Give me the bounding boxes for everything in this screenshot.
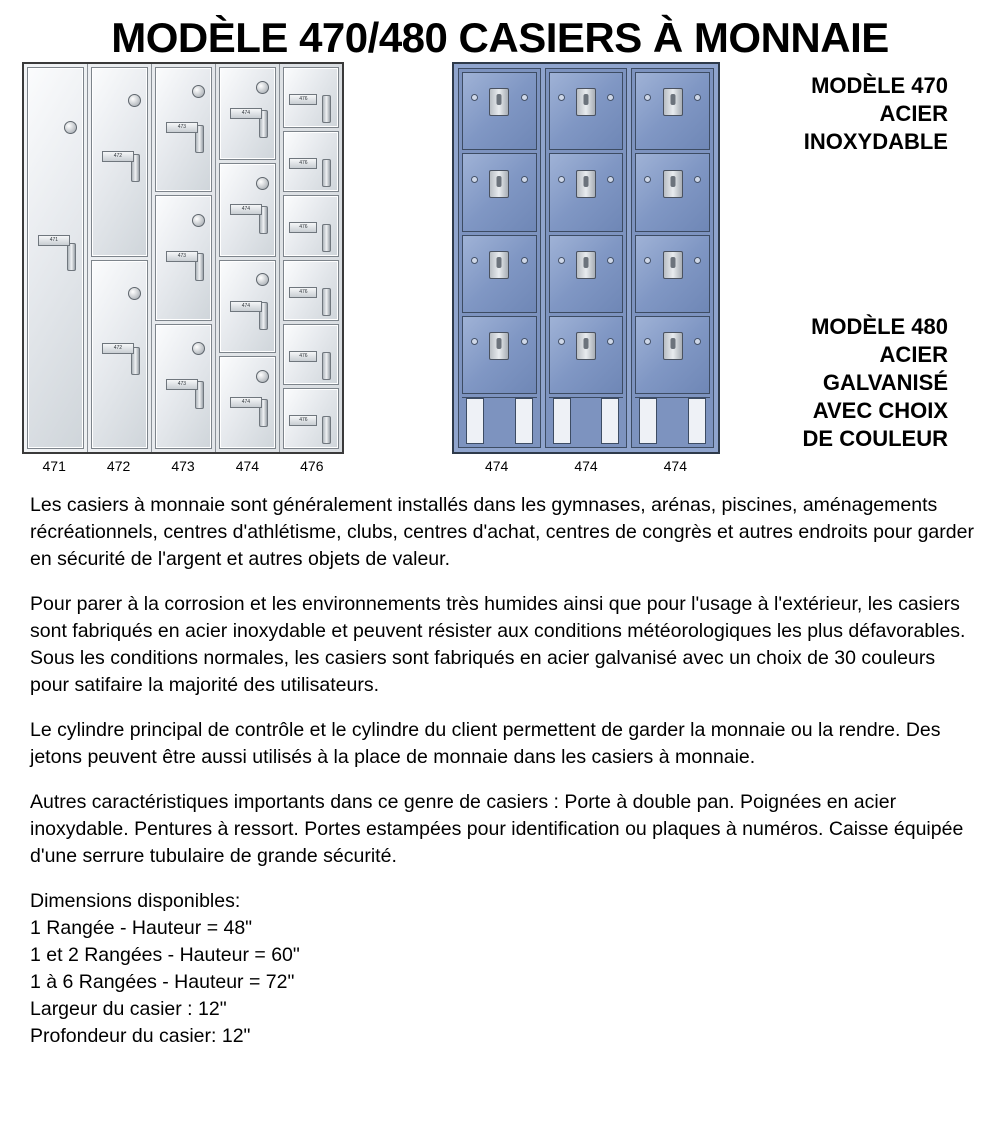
locker-bank-470-labels <box>22 458 344 478</box>
model-label: 474 <box>484 458 509 474</box>
locker-base <box>462 397 537 444</box>
locker-door <box>635 316 710 394</box>
heading-line: GALVANISÉ <box>822 370 948 395</box>
dimension-line: Profondeur du casier: 12" <box>30 1025 251 1047</box>
lock-icon <box>489 170 509 198</box>
rivet-icon <box>694 176 701 183</box>
lock-icon <box>663 332 683 360</box>
number-plate: 474 <box>230 397 262 408</box>
model-label: 473 <box>171 458 195 474</box>
paragraph-cylinders: Le cylindre principal de contrôle et le cylindre du client permettent de garder la monnaie ou la rendre. Des jetons peuvent être aussi utilisés à la place de monnaie dans les casiers à monnaie. <box>30 719 941 768</box>
leg-icon <box>639 398 657 444</box>
heading-model-480 <box>803 313 948 453</box>
locker-door <box>462 153 537 231</box>
lock-icon <box>64 121 77 134</box>
handle-icon <box>322 416 331 444</box>
lock-icon <box>663 251 683 279</box>
number-plate: 476 <box>289 158 317 169</box>
rivet-icon <box>694 338 701 345</box>
locker-door <box>155 324 212 449</box>
leg-icon <box>601 398 619 444</box>
handle-icon <box>322 288 331 316</box>
heading-model-470 <box>804 72 948 156</box>
locker-door <box>635 72 710 150</box>
handle-icon <box>322 95 331 123</box>
leg-icon <box>553 398 571 444</box>
lock-icon <box>192 214 205 227</box>
locker-base <box>549 397 624 444</box>
locker-door <box>283 131 339 192</box>
handle-icon <box>67 243 76 271</box>
rivet-icon <box>607 94 614 101</box>
heading-line: AVEC CHOIX <box>812 398 948 423</box>
rivet-icon <box>558 257 565 264</box>
heading-line: DE COULEUR <box>802 426 948 451</box>
lock-icon <box>256 370 269 383</box>
rivet-icon <box>521 257 528 264</box>
locker-column-472 <box>88 64 152 452</box>
model-label: 474 <box>574 458 598 474</box>
locker-door <box>155 67 212 192</box>
locker-door <box>462 72 537 150</box>
handle-icon <box>322 224 331 252</box>
locker-door <box>283 195 339 256</box>
locker-column-476 <box>280 64 342 452</box>
handle-icon <box>322 159 331 187</box>
rivet-icon <box>558 338 565 345</box>
lock-icon <box>256 81 269 94</box>
heading-line: MODÈLE 470 <box>811 73 948 98</box>
locker-door <box>462 316 537 394</box>
lock-icon <box>576 251 596 279</box>
locker-column-473 <box>152 64 216 452</box>
page-title: MODÈLE 470/480 CASIERS À MONNAIE <box>111 14 889 61</box>
rivet-icon <box>607 338 614 345</box>
rivet-icon <box>644 176 651 183</box>
locker-door <box>462 235 537 313</box>
number-plate: 473 <box>166 379 198 390</box>
number-plate: 474 <box>230 204 262 215</box>
rivet-icon <box>521 176 528 183</box>
locker-door <box>155 195 212 320</box>
number-plate: 476 <box>289 351 317 362</box>
dimension-line: 1 à 6 Rangées - Hauteur = 72" <box>30 971 295 993</box>
number-plate: 474 <box>230 301 262 312</box>
locker-column-474 <box>216 64 280 452</box>
locker-door <box>283 67 339 128</box>
locker-bank-470-illustration <box>22 62 344 454</box>
model-label: 474 <box>663 458 687 474</box>
dimension-line: 1 et 2 Rangées - Hauteur = 60" <box>30 944 300 966</box>
dimension-line: Largeur du casier : 12" <box>30 998 227 1020</box>
lock-icon <box>192 85 205 98</box>
rivet-icon <box>521 338 528 345</box>
dimensions-heading: Dimensions disponibles: <box>30 890 241 912</box>
locker-door <box>219 67 276 160</box>
locker-door <box>91 260 148 450</box>
rivet-icon <box>644 338 651 345</box>
model-label: 476 <box>300 458 324 474</box>
locker-door <box>549 153 624 231</box>
lock-icon <box>128 94 141 107</box>
heading-line: ACIER <box>879 101 948 126</box>
lock-icon <box>576 332 596 360</box>
lock-icon <box>489 88 509 116</box>
locker-column-474-blue <box>631 68 714 448</box>
number-plate: 476 <box>289 287 317 298</box>
locker-door <box>27 67 84 449</box>
locker-column-474-blue <box>545 68 628 448</box>
locker-door <box>219 260 276 353</box>
dimensions-block <box>30 888 975 1050</box>
handle-icon <box>322 352 331 380</box>
locker-door <box>219 356 276 449</box>
locker-door <box>283 260 339 321</box>
leg-icon <box>515 398 533 444</box>
rivet-icon <box>644 94 651 101</box>
model-label: 471 <box>42 458 66 474</box>
rivet-icon <box>644 257 651 264</box>
rivet-icon <box>471 338 478 345</box>
paragraph-usage: Les casiers à monnaie sont généralement installés dans les gymnases, arénas, piscines, aménagements récréationnels, centres d'athlétisme, clubs, centres d'achat, centres de congrès et autres endroits pour garder en sécurité de l'argent et autres objets de valeur. <box>30 494 974 570</box>
rivet-icon <box>607 176 614 183</box>
rivet-icon <box>607 257 614 264</box>
model-label: 474 <box>235 458 260 474</box>
lock-icon <box>489 332 509 360</box>
locker-bank-480-illustration <box>452 62 720 454</box>
locker-column-474-blue <box>458 68 541 448</box>
lock-icon <box>256 273 269 286</box>
lock-icon <box>663 170 683 198</box>
number-plate: 474 <box>230 108 262 119</box>
lock-icon <box>192 342 205 355</box>
locker-door <box>549 235 624 313</box>
lock-icon <box>663 88 683 116</box>
number-plate: 476 <box>289 222 317 233</box>
rivet-icon <box>521 94 528 101</box>
lock-icon <box>576 170 596 198</box>
number-plate: 471 <box>38 235 70 246</box>
rivet-icon <box>471 94 478 101</box>
number-plate: 476 <box>289 415 317 426</box>
locker-door <box>635 235 710 313</box>
locker-bank-480-labels <box>452 458 720 478</box>
locker-door <box>283 324 339 385</box>
locker-column-471 <box>24 64 88 452</box>
locker-door <box>635 153 710 231</box>
number-plate: 472 <box>102 151 134 162</box>
rivet-icon <box>558 94 565 101</box>
rivet-icon <box>558 176 565 183</box>
locker-door <box>549 316 624 394</box>
locker-door <box>283 388 339 449</box>
dimension-line: 1 Rangée - Hauteur = 48" <box>30 917 253 939</box>
lock-icon <box>256 177 269 190</box>
rivet-icon <box>471 257 478 264</box>
leg-icon <box>466 398 484 444</box>
heading-line: ACIER <box>879 342 948 367</box>
number-plate: 473 <box>166 251 198 262</box>
paragraph-features: Autres caractéristiques importants dans ce genre de casiers : Porte à double pan. Poignées en acier inoxydable. Pentures à ressort. Portes estampées pour identification ou plaques à numéros. Caisse équipée d'une serrure tubulaire de grande sécurité. <box>30 791 964 867</box>
rivet-icon <box>694 257 701 264</box>
model-label: 472 <box>106 458 131 474</box>
locker-door <box>219 163 276 256</box>
lock-icon <box>576 88 596 116</box>
number-plate: 472 <box>102 343 134 354</box>
paragraph-materials: Pour parer à la corrosion et les environnements très humides ainsi que pour l'usage à l'extérieur, les casiers sont fabriqués en acier inoxydable et peuvent résister aux conditions météorologiques les plus défavorables. Sous les conditions normales, les casiers sont fabriqués en acier galvanisé avec un choix de 30 couleurs pour satifaire la majorité des utilisateurs. <box>30 593 966 696</box>
number-plate: 473 <box>166 122 198 133</box>
rivet-icon <box>471 176 478 183</box>
lock-icon <box>489 251 509 279</box>
lock-icon <box>128 287 141 300</box>
number-plate: 476 <box>289 94 317 105</box>
heading-line: INOXYDABLE <box>803 129 948 154</box>
locker-door <box>549 72 624 150</box>
rivet-icon <box>694 94 701 101</box>
heading-line: MODÈLE 480 <box>811 314 948 339</box>
body-copy <box>30 492 975 1050</box>
locker-base <box>635 397 710 444</box>
locker-door <box>91 67 148 257</box>
leg-icon <box>688 398 706 444</box>
